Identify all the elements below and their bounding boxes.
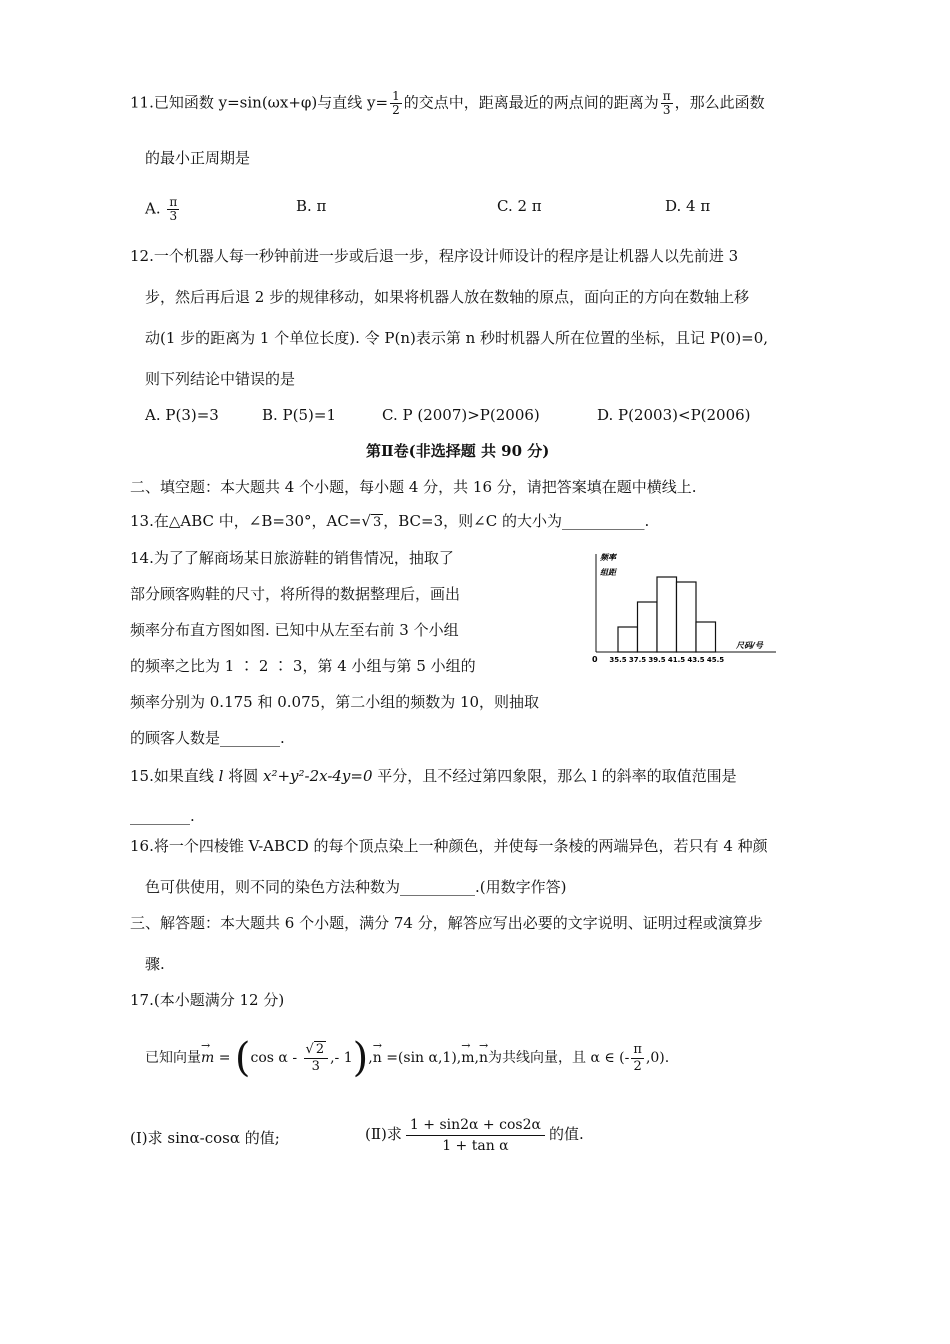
sqrt-symbol: √ [361,512,371,530]
histogram-bar-5 [696,622,716,652]
histogram-bar-4 [677,582,697,652]
q14-line6: 的顾客人数是________. [130,729,285,747]
q11-text-b: 的交点中，距离最近的两点间的距离为 [403,93,659,112]
circle-equation: x²+y²-2x-4y=0 [262,767,373,785]
q11-option-a-fraction: $\frac{\pi}{3}$ [169,195,178,223]
q17-part-2: (Ⅱ)求 $\frac{1 + \sin 2\alpha + \cos 2\alpha}{\text{1 + tan α}}$ 的值. [365,1116,584,1154]
q11-text-a: 11.已知函数 y=sin(ωx+φ)与直线 y= [130,93,389,112]
q11-line1 [130,90,765,117]
q12-option-b: B. P(5)=1 [262,406,337,424]
q12-option-d: D. P(2003)<P(2006) [597,406,751,424]
histogram-bar-2 [638,602,658,652]
histogram-bar-1 [618,627,638,652]
vector-n: → n [373,1038,382,1078]
q17-expression-fraction: $\frac{1 + \sin 2\alpha + \cos 2\alpha}{\text{1 + tan α}}$ [406,1115,545,1156]
q11-pi3-fraction: $\frac{\pi}{3}$ [662,89,671,117]
solve-header-line2: 骤. [145,955,165,973]
line-variable-l: l [218,767,224,785]
vector-m: → m [201,1038,214,1078]
q17-parts-line [130,1118,280,1158]
q17-part-1: (Ⅰ)求 sinα-cosα 的值; [130,1129,280,1147]
q11-half-fraction: $\frac{1}{2}$ [392,89,400,117]
q11-option-d: D. 4 π [665,197,711,215]
tick-label-43.5: 43.5 [687,656,705,664]
q12-option-a: A. P(3)=3 [145,406,219,424]
q13-line: 13.在△ABC 中，∠B=30°，AC=√ 3 ，BC=3，则∠C 的大小为___________. [130,512,650,530]
q11-option-c: C. 2 π [497,197,542,215]
x-label: 尺码/号 [736,641,763,650]
pi-over-2: $\frac{\pi}{2}$ [633,1041,642,1074]
q11-text-c: ，那么此函数 [674,93,765,112]
q16-line1: 16.将一个四棱锥 V-ABCD 的每个顶点染上一种颜色，并使每一条棱的两端异色，若只有 4 种颜 [130,837,768,855]
tick-label-37.5: 37.5 [628,656,647,664]
histogram-tick-labels [609,656,724,664]
q14-line5: 频率分别为 0.175 和 0.075，第二小组的频数为 10，则抽取 [130,693,540,711]
q14-line3: 频率分布直方图如图. 已知中从左至右前 3 个小组 [130,621,459,639]
q12-line4: 则下列结论中错误的是 [145,370,296,388]
q12-line1: 12.一个机器人每一秒钟前进一步或后退一步，程序设计师设计的程序是让机器人以先前进 3 [130,247,739,265]
q15-line2: ________. [130,807,195,825]
q12-line3: 动(1 步的距离为 1 个单位长度). 令 P(n)表示第 n 秒时机器人所在位置的坐标，且记 P(0)=0, [145,329,769,347]
q11-option-a: A. $\frac{\pi}{3}$ [145,195,178,223]
q13-sqrt-value: 3 [372,515,382,530]
q15-line1: 15.如果直线 l 将圆 x²+y²-2x-4y=0 平分，且不经过第四象限，那么 l 的斜率的取值范围是 [130,767,737,785]
histogram-bar-3 [657,577,677,652]
fill-in-header: 二、填空题：本大题共 4 个小题，每小题 4 分，共 16 分，请把答案填在题中横线上. [130,478,697,496]
solve-header-line1: 三、解答题：本大题共 6 个小题，满分 74 分，解答应写出必要的文字说明、证明过程或演算步 [130,914,763,932]
q11-option-b: B. π [296,197,327,215]
tick-label-41.5: 41.5 [667,656,686,664]
y-label-bottom: 组距 [600,568,616,577]
q17-vector-line: 已知向量→ m = (cos α - $\frac{√ 2}{3}$ ,- 1),→ n =(sin α,1),→ m,→ n为共线向量，且 α ∈ (- $\frac{\pi}{2}$ ,0). [145,1038,669,1082]
origin-label: 0 [592,655,598,664]
tick-label-39.5: 39.5 [648,656,666,664]
q12-option-c: C. P (2007)>P(2006) [382,406,540,424]
section-2-title: 第Ⅱ卷(非选择题 共 90 分) [366,442,550,460]
frequency-histogram [588,548,788,670]
q14-line4: 的频率之比为 1 ∶ 2 ∶ 3，第 4 小组与第 5 小组的 [130,657,476,675]
tick-label-35.5: 35.5 [609,656,627,664]
q14-line1: 14.为了了解商场某日旅游鞋的销售情况，抽取了 [130,549,454,567]
tick-label-45.5: 45.5 [706,656,725,664]
y-label-top: 频率 [600,553,616,562]
q16-line2: 色可供使用，则不同的染色方法种数为__________.(用数字作答) [145,878,567,896]
q14-line2: 部分顾客购鞋的尺寸，将所得的数据整理后，画出 [130,585,461,603]
q12-line2: 步，然后再后退 2 步的规律移动，如果将机器人放在数轴的原点，面向正的方向在数轴上移 [145,288,750,306]
sqrt2-over-3: $\frac{√ 2}{3}$ [304,1042,329,1075]
q17-title: 17.(本小题满分 12 分) [130,991,285,1009]
q11-line2: 的最小正周期是 [145,149,251,167]
histogram-bars [618,577,716,652]
